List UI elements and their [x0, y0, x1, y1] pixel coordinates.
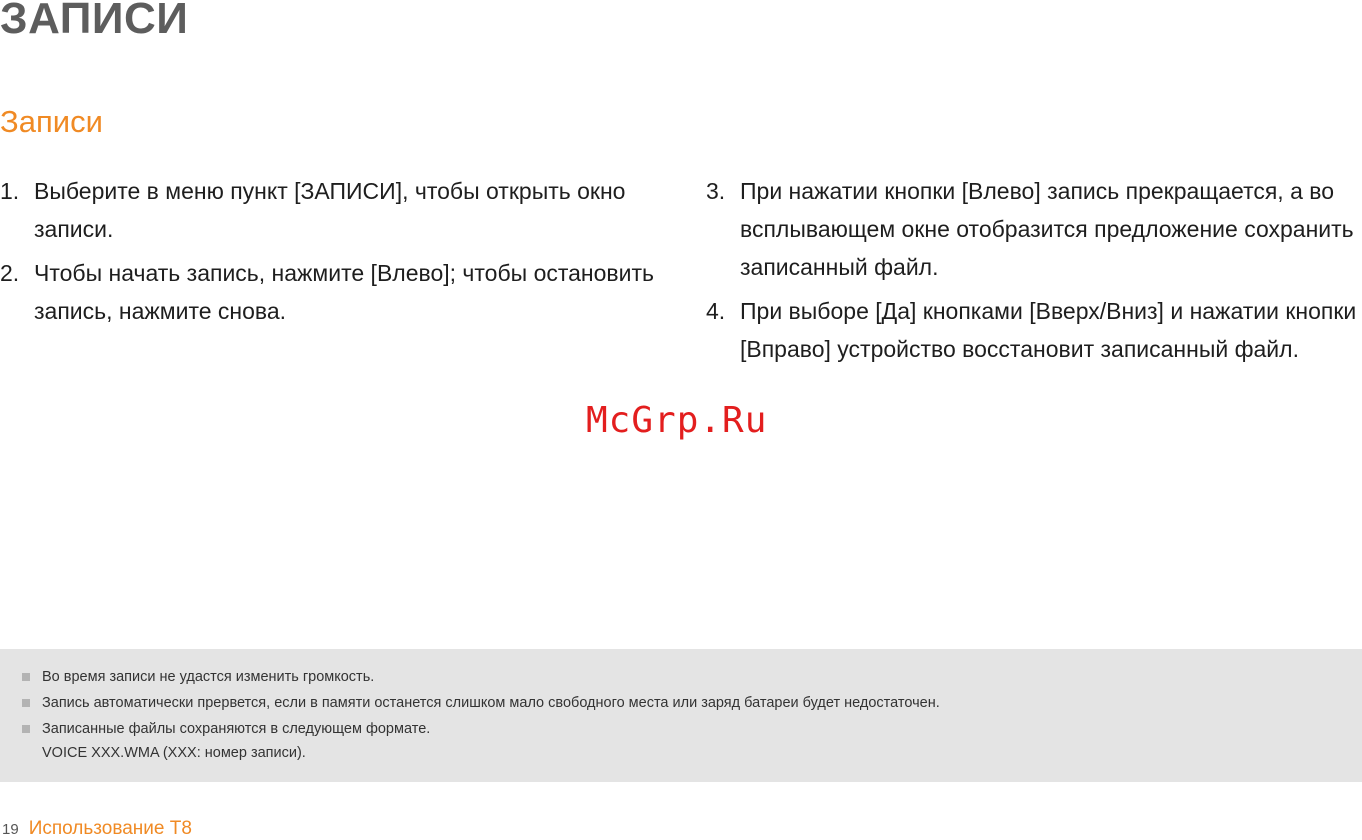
note-item	[22, 717, 940, 765]
step-text: Чтобы начать запись, нажмите [Влево]; чтобы остановить запись, нажмите снова.	[34, 260, 655, 324]
notes-list	[22, 665, 940, 767]
section-title: Записи	[0, 104, 103, 139]
steps-list-left	[0, 172, 660, 336]
watermark: McGrp.Ru	[586, 400, 768, 441]
step-item	[0, 254, 660, 330]
note-text-continued: VOICE XXX.WMA (XXX: номер записи).	[42, 745, 306, 761]
note-text: Записанные файлы сохраняются в следующем формате.	[42, 721, 431, 737]
step-item	[706, 292, 1362, 368]
page-number: 19	[2, 821, 19, 838]
step-number: 2.	[0, 260, 20, 286]
step-item	[706, 172, 1362, 286]
footer-title: Использование T8	[28, 818, 192, 839]
step-text: При выборе [Да] кнопками [Вверх/Вниз] и нажатии кнопки [Вправо] устройство восстановит записанный файл.	[740, 298, 1357, 362]
step-number: 4.	[706, 298, 726, 324]
square-bullet-icon	[22, 673, 30, 681]
step-item	[0, 172, 660, 248]
step-text: При нажатии кнопки [Влево] запись прекращается, а во всплывающем окне отобразится предложение сохранить записанный файл.	[740, 178, 1354, 280]
note-item	[22, 665, 940, 689]
square-bullet-icon	[22, 725, 30, 733]
page-title: ЗАПИСИ	[0, 0, 189, 43]
step-text: Выберите в меню пункт [ЗАПИСИ], чтобы открыть окно записи.	[34, 178, 626, 242]
note-text: Запись автоматически прервется, если в памяти останется слишком мало свободного места или заряд батареи будет недостаточен.	[42, 695, 940, 711]
step-number: 1.	[0, 178, 20, 204]
step-number: 3.	[706, 178, 726, 204]
note-text: Во время записи не удастся изменить громкость.	[42, 669, 375, 685]
steps-list-right	[706, 172, 1362, 374]
footer	[2, 818, 192, 840]
note-item	[22, 691, 940, 715]
notes-box	[0, 649, 1362, 782]
square-bullet-icon	[22, 699, 30, 707]
